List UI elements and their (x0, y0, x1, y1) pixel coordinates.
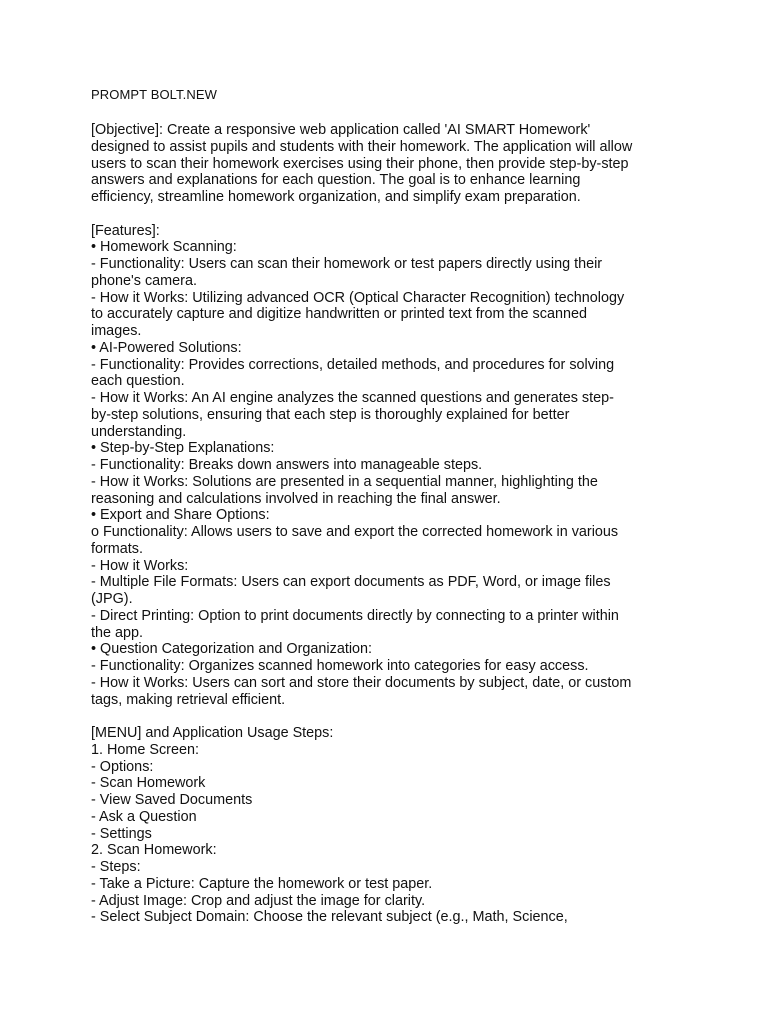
text-line: images. (91, 323, 142, 339)
text-line: the app. (91, 624, 144, 641)
text-line: 1. Home Screen: (91, 741, 199, 758)
text-line: - How it Works: Utilizing advanced OCR (Optical Character Recognition) technology (91, 289, 625, 306)
document-heading: PROMPT BOLT.NEW (91, 87, 217, 102)
text-line: by-step solutions, ensuring that each step is thoroughly explained for better (91, 406, 570, 423)
text-line: each question. (91, 373, 185, 390)
text-line: • Homework Scanning: (91, 239, 237, 256)
text-line: - Select Subject Domain: Choose the relevant subject (e.g., Math, Science, (91, 909, 568, 926)
text-line: answers and explanations for each question. The goal is to enhance learning (91, 172, 581, 189)
text-line: - Functionality: Users can scan their homework or test papers directly using their (91, 256, 603, 272)
document-body (91, 122, 691, 926)
text-line: reasoning and calculations involved in reaching the final answer. (91, 490, 501, 507)
text-line: o Functionality: Allows users to save and export the corrected homework in various (91, 524, 619, 540)
text-line: - Functionality: Provides corrections, detailed methods, and procedures for solving (91, 356, 615, 373)
text-line: - Take a Picture: Capture the homework or test paper. (91, 875, 433, 892)
text-line: • Export and Share Options: (91, 507, 270, 524)
text-line: - Steps: (91, 859, 141, 875)
text-line: [MENU] and Application Usage Steps: (91, 725, 334, 741)
text-line: understanding. (91, 423, 187, 440)
text-line: - View Saved Documents (91, 792, 253, 808)
text-line: - Direct Printing: Option to print documents directly by connecting to a printer within (91, 607, 619, 624)
text-line: - Scan Homework (91, 775, 206, 792)
text-line: - Adjust Image: Crop and adjust the image for clarity. (91, 892, 426, 909)
text-line: - How it Works: An AI engine analyzes the scanned questions and generates step- (91, 390, 614, 406)
blank-line (91, 708, 691, 725)
text-line: - How it Works: (91, 557, 189, 574)
text-line: - How it Works: Solutions are presented in a sequential manner, highlighting the (91, 473, 598, 490)
text-line: - Ask a Question (91, 808, 197, 825)
text-line: formats. (91, 540, 143, 557)
text-line: (JPG). (91, 591, 133, 607)
text-line: • AI-Powered Solutions: (91, 339, 242, 356)
text-line: [Objective]: Create a responsive web application called 'AI SMART Homework' (91, 122, 591, 138)
text-line: • Step-by-Step Explanations: (91, 440, 275, 457)
text-line: efficiency, streamline homework organization, and simplify exam preparation. (91, 189, 581, 205)
text-line: to accurately capture and digitize handwritten or printed text from the scanned (91, 306, 587, 323)
text-line: designed to assist pupils and students with their homework. The application will allow (91, 138, 633, 155)
text-line: - Options: (91, 758, 154, 775)
text-line: - Functionality: Organizes scanned homework into categories for easy access. (91, 658, 589, 674)
text-line: 2. Scan Homework: (91, 842, 217, 859)
text-line: - Functionality: Breaks down answers into manageable steps. (91, 457, 483, 473)
text-line: • Question Categorization and Organization: (91, 641, 373, 658)
text-line: - Multiple File Formats: Users can export documents as PDF, Word, or image files (91, 574, 611, 591)
text-line: - Settings (91, 825, 152, 842)
blank-line (91, 206, 691, 223)
text-line: [Features]: (91, 222, 160, 239)
text-line: users to scan their homework exercises using their phone, then provide step-by-step (91, 155, 629, 172)
text-line: phone's camera. (91, 272, 197, 289)
text-line: tags, making retrieval efficient. (91, 691, 286, 708)
text-line: - How it Works: Users can sort and store their documents by subject, date, or custom (91, 674, 632, 691)
